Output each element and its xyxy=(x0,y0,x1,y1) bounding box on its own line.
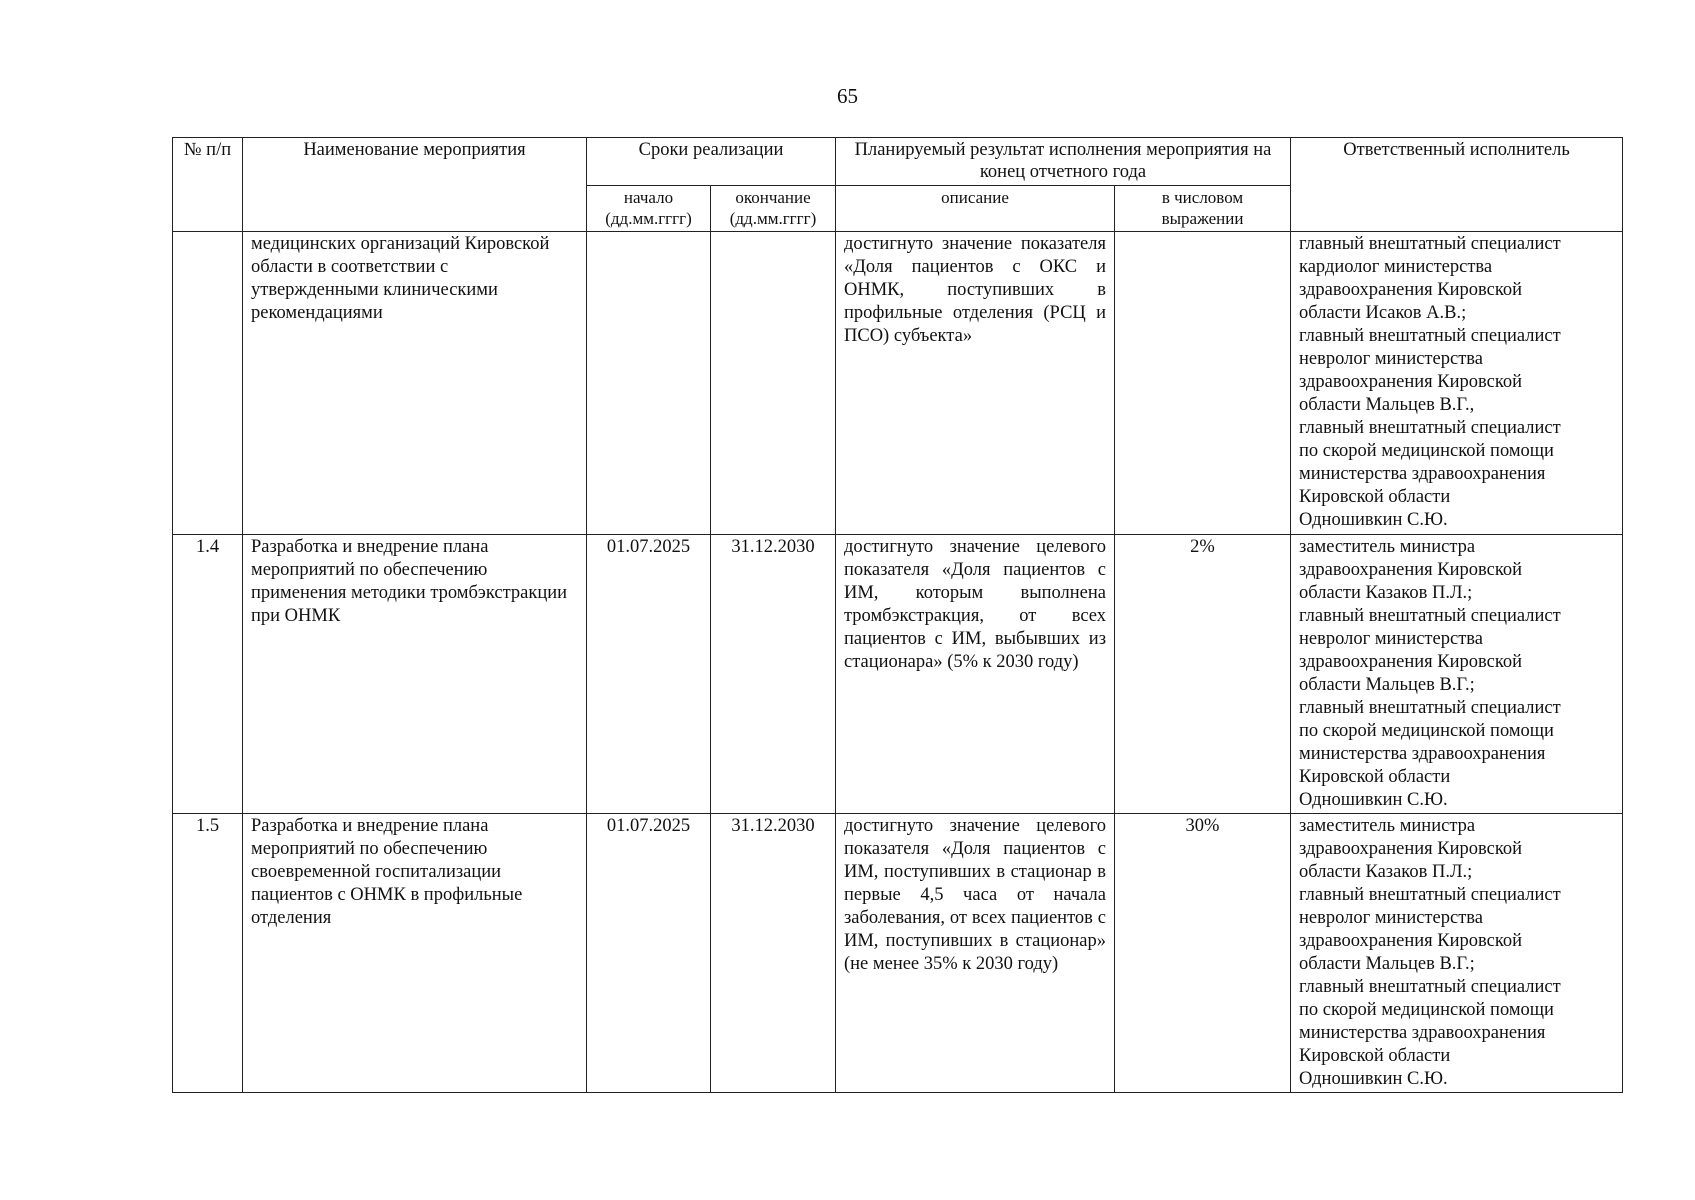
row-name: Разработка и внедрение плана мероприятий по обеспечению своевременной госпитализации пациентов с ОНМК в профильные отделения xyxy=(243,814,587,1093)
responsible-line: главный внештатный специалист xyxy=(1299,234,1561,254)
header-start: начало (дд.мм.гггг) xyxy=(587,186,711,232)
responsible-line: кардиолог министерства xyxy=(1299,257,1493,277)
responsible-line: главный внештатный специалист xyxy=(1299,418,1561,438)
table-row xyxy=(173,535,1623,814)
row-description: достигнуто значение показателя «Доля пациентов с ОКС и ОНМК, поступивших в профильные отделения (РСЦ и ПСО) субъекта» xyxy=(836,232,1115,535)
responsible-line: области Казаков П.Л.; xyxy=(1299,862,1473,882)
responsible-line: Одношивкин С.Ю. xyxy=(1299,510,1448,530)
row-end xyxy=(711,232,836,535)
responsible-line: Одношивкин С.Ю. xyxy=(1299,790,1448,810)
responsible-line: по скорой медицинской помощи xyxy=(1299,1000,1554,1020)
responsible-line: Одношивкин С.Ю. xyxy=(1299,1069,1448,1089)
row-responsible xyxy=(1291,232,1623,535)
responsible-line: невролог министерства xyxy=(1299,629,1483,649)
row-start xyxy=(587,232,711,535)
responsible-line: главный внештатный специалист xyxy=(1299,326,1561,346)
page-number: 65 xyxy=(837,84,858,108)
header-numeric: в числовом выражении xyxy=(1115,186,1291,232)
responsible-line: невролог министерства xyxy=(1299,349,1483,369)
responsible-line: министерства здравоохранения xyxy=(1299,1023,1546,1043)
row-start: 01.07.2025 xyxy=(587,814,711,1093)
responsible-line: министерства здравоохранения xyxy=(1299,744,1546,764)
responsible-line: заместитель министра xyxy=(1299,816,1476,836)
responsible-line: здравоохранения Кировской xyxy=(1299,652,1523,672)
row-num: 1.5 xyxy=(173,814,243,1093)
responsible-line: по скорой медицинской помощи xyxy=(1299,441,1554,461)
responsible-line: области Мальцев В.Г., xyxy=(1299,395,1475,415)
table-row xyxy=(173,814,1623,1093)
header-terms: Сроки реализации xyxy=(587,138,836,186)
row-num: 1.4 xyxy=(173,535,243,814)
row-name: медицинских организаций Кировской области в соответствии с утвержденными клиническими рекомендациями xyxy=(243,232,587,535)
activities-table xyxy=(172,137,1623,1093)
responsible-line: главный внештатный специалист xyxy=(1299,885,1561,905)
responsible-line: заместитель министра xyxy=(1299,537,1476,557)
responsible-line: здравоохранения Кировской xyxy=(1299,931,1523,951)
header-num: № п/п xyxy=(173,138,243,232)
responsible-line: области Казаков П.Л.; xyxy=(1299,583,1473,603)
row-numeric: 2% xyxy=(1115,535,1291,814)
row-description: достигнуто значение целевого показателя «Доля пациентов с ИМ, поступивших в стационар в первые 4,5 часа от начала заболевания, от всех пациентов с ИМ, поступивших в стационар» (не менее 35% к 2030 году) xyxy=(836,814,1115,1093)
header-description: описание xyxy=(836,186,1115,232)
table-header xyxy=(173,138,1623,232)
responsible-line: невролог министерства xyxy=(1299,908,1483,928)
responsible-line: здравоохранения Кировской xyxy=(1299,372,1523,392)
responsible-line: здравоохранения Кировской xyxy=(1299,280,1523,300)
row-responsible xyxy=(1291,535,1623,814)
row-numeric: 30% xyxy=(1115,814,1291,1093)
header-planned: Планируемый результат исполнения мероприятия на конец отчетного года xyxy=(836,138,1291,186)
row-num xyxy=(173,232,243,535)
responsible-line: министерства здравоохранения xyxy=(1299,464,1546,484)
responsible-line: области Мальцев В.Г.; xyxy=(1299,675,1475,695)
responsible-line: Кировской области xyxy=(1299,767,1451,787)
header-end: окончание (дд.мм.гггг) xyxy=(711,186,836,232)
row-name: Разработка и внедрение плана мероприятий по обеспечению применения методики тромбэкстракции при ОНМК xyxy=(243,535,587,814)
responsible-line: главный внештатный специалист xyxy=(1299,698,1561,718)
responsible-line: области Исаков А.В.; xyxy=(1299,303,1467,323)
row-end: 31.12.2030 xyxy=(711,535,836,814)
header-responsible: Ответственный исполнитель xyxy=(1291,138,1623,232)
row-description: достигнуто значение целевого показателя «Доля пациентов с ИМ, которым выполнена тромбэкстракция, от всех пациентов с ИМ, выбывших из стационара» (5% к 2030 году) xyxy=(836,535,1115,814)
responsible-line: главный внештатный специалист xyxy=(1299,606,1561,626)
row-responsible xyxy=(1291,814,1623,1093)
responsible-line: главный внештатный специалист xyxy=(1299,977,1561,997)
table-row xyxy=(173,232,1623,535)
responsible-line: области Мальцев В.Г.; xyxy=(1299,954,1475,974)
responsible-line: по скорой медицинской помощи xyxy=(1299,721,1554,741)
responsible-line: Кировской области xyxy=(1299,487,1451,507)
row-start: 01.07.2025 xyxy=(587,535,711,814)
responsible-line: здравоохранения Кировской xyxy=(1299,560,1523,580)
header-name: Наименование мероприятия xyxy=(243,138,587,232)
row-numeric xyxy=(1115,232,1291,535)
responsible-line: здравоохранения Кировской xyxy=(1299,839,1523,859)
responsible-line: Кировской области xyxy=(1299,1046,1451,1066)
row-end: 31.12.2030 xyxy=(711,814,836,1093)
